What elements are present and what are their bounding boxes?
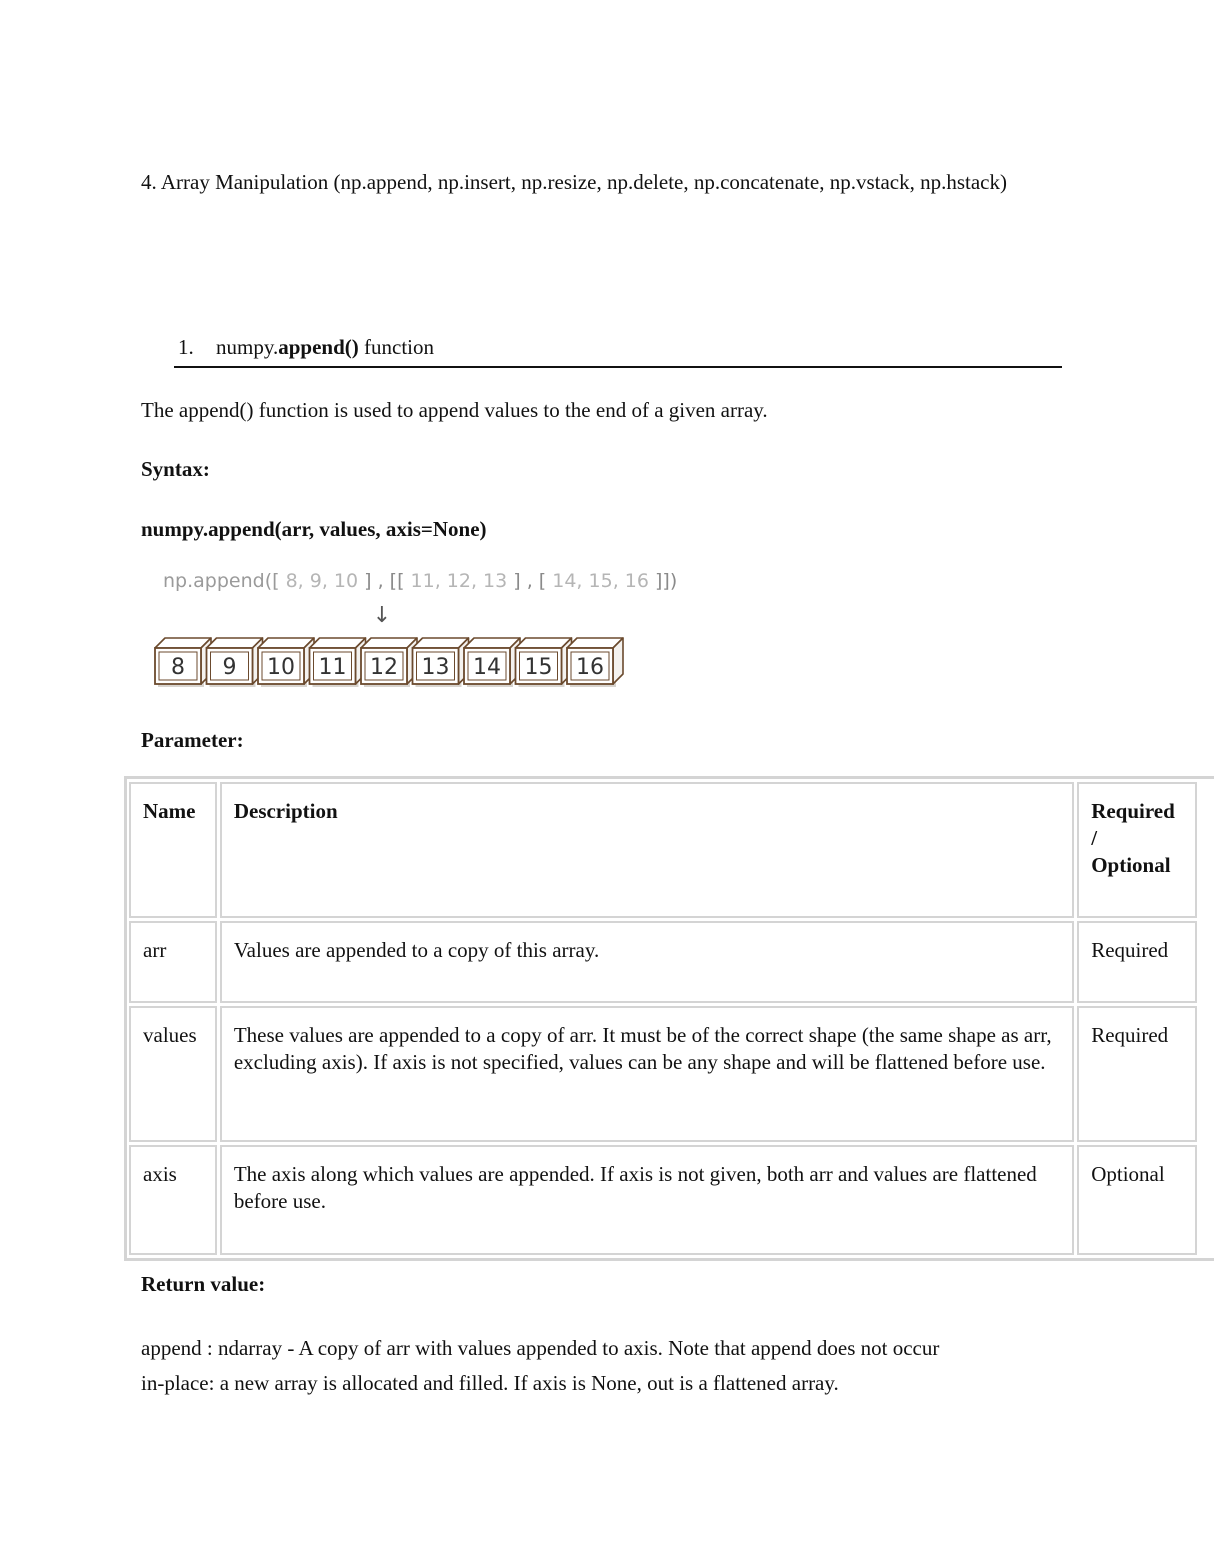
header-optional: Optional [1091,853,1171,877]
param-required: Required [1077,921,1197,1003]
table-row [129,1145,1197,1255]
header-slash: / [1091,826,1098,850]
return-line-1: append : ndarray - A copy of arr with values appended to axis. Note that append does not occur [141,1336,940,1360]
array-cell [464,638,520,687]
syntax-label: Syntax: [141,457,210,481]
param-name: arr [129,921,217,1003]
array-cell-value: 8 [171,655,185,680]
array-cell [207,638,263,687]
subsection-function-name: append() [278,335,359,359]
array-cell-value: 12 [370,655,398,680]
append-diagram [150,562,678,692]
array-cell-value: 14 [473,655,501,680]
header-name: Name [129,782,217,918]
subsection-number: 1. [178,335,194,359]
header-description: Description [220,782,1074,918]
subsection-suffix: function [358,335,434,359]
header-required-optional [1077,782,1197,918]
array-cell [258,638,314,687]
expr-part-2: ] , [[ [364,570,405,592]
append-diagram-svg [150,562,678,692]
array-cell [516,638,572,687]
array-cell-value: 9 [222,655,237,680]
param-description: The axis along which values are appended. If axis is not given, both arr and values are flattened before use. [220,1145,1074,1255]
param-required: Optional [1077,1145,1197,1255]
array-cell [155,638,211,687]
array-cell [413,638,469,687]
table-header-row [129,782,1197,918]
syntax-code: numpy.append(arr, values, axis=None) [141,517,487,541]
parameter-label: Parameter: [141,728,244,752]
param-name: axis [129,1145,217,1255]
diagram-cubes [155,638,623,687]
expr-part-4: ] , [ [513,570,547,592]
array-cell [361,638,417,687]
expr-part-1: 8, 9, 10 [279,570,365,592]
array-cell-value: 11 [318,655,347,680]
parameter-table [126,779,1200,1258]
return-line-2: in-place: a new array is allocated and filled. If axis is None, out is a flattened array. [141,1371,839,1395]
return-label: Return value: [141,1272,266,1296]
diagram-expression [163,570,677,592]
table-row [129,921,1197,1003]
param-description: These values are appended to a copy of arr. It must be of the correct shape (the same shape as arr, excluding axis). If axis is not specified, values can be any shape and will be flattened before use. [220,1006,1074,1142]
array-cell [310,638,366,687]
section-heading: 4. Array Manipulation (np.append, np.insert, np.resize, np.delete, np.concatenate, np.vstack, np.hstack) [141,170,1007,194]
param-required: Required [1077,1006,1197,1142]
subsection-prefix: numpy. [216,335,279,359]
array-cell-value: 13 [421,655,450,680]
expr-part-0: np.append([ [163,570,280,592]
array-cell-value: 15 [524,655,553,680]
table-row [129,1006,1197,1142]
array-cell-value: 16 [576,655,604,680]
expr-part-6: ]]) [655,570,678,592]
param-description: Values are appended to a copy of this array. [220,921,1074,1003]
expr-part-5: 14, 15, 16 [546,570,655,592]
subsection-heading [174,334,1062,368]
intro-paragraph: The append() function is used to append values to the end of a given array. [141,398,768,422]
return-description [141,1331,939,1401]
param-name: values [129,1006,217,1142]
expr-part-3: 11, 12, 13 [404,570,514,592]
array-cell-value: 10 [267,655,295,680]
array-cell [567,638,623,687]
diagram-arrow-icon: ↓ [372,603,392,628]
header-required: Required [1091,799,1175,823]
